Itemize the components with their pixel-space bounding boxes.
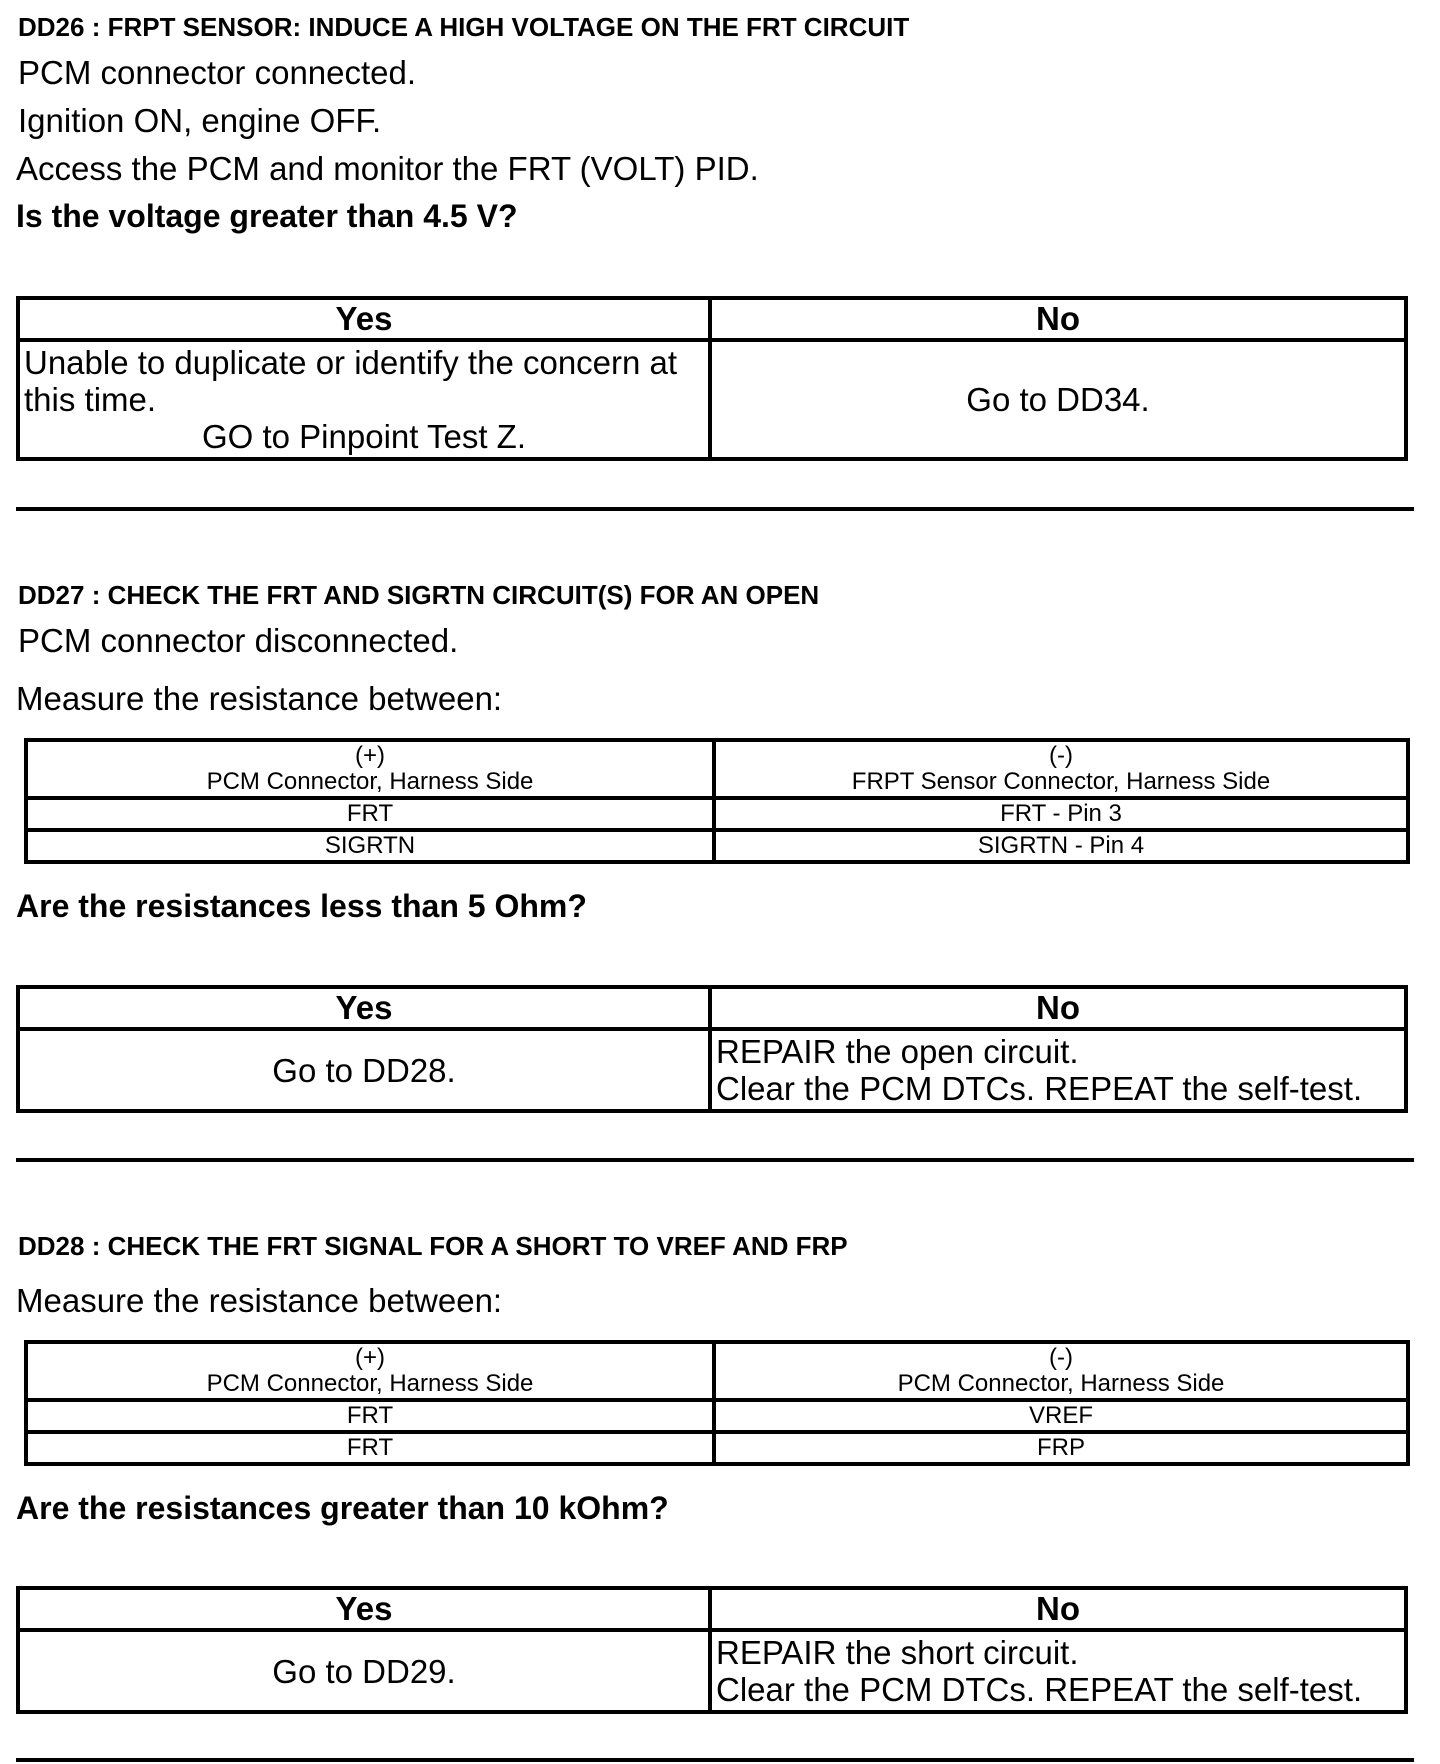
table-row [26, 1400, 1408, 1432]
table-row [26, 1432, 1408, 1464]
dd26-divider [16, 507, 1414, 511]
dd27-result-table [16, 985, 1408, 1113]
dd28-yes-cell: Go to DD29. [18, 1630, 710, 1712]
dd27-no-cell [710, 1029, 1406, 1111]
dd26-question: Is the voltage greater than 4.5 V? [16, 198, 518, 234]
dd27-yes-header: Yes [18, 987, 710, 1029]
dd28-no-line-2: Clear the PCM DTCs. REPEAT the self-test. [716, 1671, 1363, 1708]
dd28-row-1-col1: FRT [26, 1400, 714, 1432]
dd28-yes-header: Yes [18, 1588, 710, 1630]
dd27-col2-sign: (-) [1049, 742, 1073, 769]
dd28-row-2-col1: FRT [26, 1432, 714, 1464]
dd26-no-cell: Go to DD34. [710, 340, 1406, 459]
dd28-col2-header [714, 1342, 1408, 1400]
dd27-no-header: No [710, 987, 1406, 1029]
dd28-step-1: Measure the resistance between: [16, 1282, 503, 1319]
dd28-no-line-1: REPAIR the short circuit. [716, 1634, 1079, 1671]
table-row [26, 830, 1408, 862]
dd27-step-2: Measure the resistance between: [16, 680, 503, 717]
dd28-col1-label: PCM Connector, Harness Side [206, 1370, 534, 1397]
dd28-question: Are the resistances greater than 10 kOhm? [16, 1490, 669, 1526]
dd28-result-table [16, 1586, 1408, 1714]
dd27-col2-header [714, 740, 1408, 798]
dd27-yes-cell: Go to DD28. [18, 1029, 710, 1111]
dd27-row-2-col1: SIGRTN [26, 830, 714, 862]
dd27-step-1: PCM connector disconnected. [18, 622, 459, 659]
dd27-row-1-col1: FRT [26, 798, 714, 830]
dd27-col1-sign: (+) [355, 742, 385, 769]
dd26-result-table [16, 296, 1408, 461]
dd28-no-cell [710, 1630, 1406, 1712]
dd26-yes-line-2: this time. [24, 381, 157, 418]
dd28-col2-sign: (-) [1049, 1344, 1073, 1371]
dd27-question: Are the resistances less than 5 Ohm? [16, 888, 587, 924]
dd26-yes-header: Yes [18, 298, 710, 340]
dd27-measure-table [24, 738, 1410, 864]
dd27-col2-label: FRPT Sensor Connector, Harness Side [851, 768, 1271, 795]
dd26-no-header: No [710, 298, 1406, 340]
dd27-col1-header [26, 740, 714, 798]
dd28-col1-header [26, 1342, 714, 1400]
dd26-yes-line-3: GO to Pinpoint Test Z. [201, 418, 527, 455]
dd26-yes-line-1: Unable to duplicate or identify the concern at [24, 344, 678, 381]
dd27-row-1-col2: FRT - Pin 3 [714, 798, 1408, 830]
dd27-heading: DD27 : CHECK THE FRT AND SIGRTN CIRCUIT(S) FOR AN OPEN [18, 580, 820, 610]
dd28-col2-label: PCM Connector, Harness Side [897, 1370, 1225, 1397]
dd27-no-line-2: Clear the PCM DTCs. REPEAT the self-test. [716, 1070, 1363, 1107]
dd26-step-3: Access the PCM and monitor the FRT (VOLT) PID. [16, 150, 759, 187]
dd26-heading: DD26 : FRPT SENSOR: INDUCE A HIGH VOLTAGE ON THE FRT CIRCUIT [18, 12, 910, 42]
dd28-no-header: No [710, 1588, 1406, 1630]
dd28-divider [16, 1758, 1414, 1762]
dd28-measure-table [24, 1340, 1410, 1466]
dd28-row-1-col2: VREF [714, 1400, 1408, 1432]
dd27-divider [16, 1158, 1414, 1162]
dd26-yes-cell [18, 340, 710, 459]
dd26-step-2: Ignition ON, engine OFF. [18, 102, 382, 139]
dd27-no-line-1: REPAIR the open circuit. [716, 1033, 1079, 1070]
dd26-step-1: PCM connector connected. [18, 54, 417, 91]
dd28-row-2-col2: FRP [714, 1432, 1408, 1464]
table-row [26, 798, 1408, 830]
dd28-col1-sign: (+) [355, 1344, 385, 1371]
dd27-col1-label: PCM Connector, Harness Side [206, 768, 534, 795]
dd27-row-2-col2: SIGRTN - Pin 4 [714, 830, 1408, 862]
dd28-heading: DD28 : CHECK THE FRT SIGNAL FOR A SHORT TO VREF AND FRP [18, 1231, 848, 1261]
